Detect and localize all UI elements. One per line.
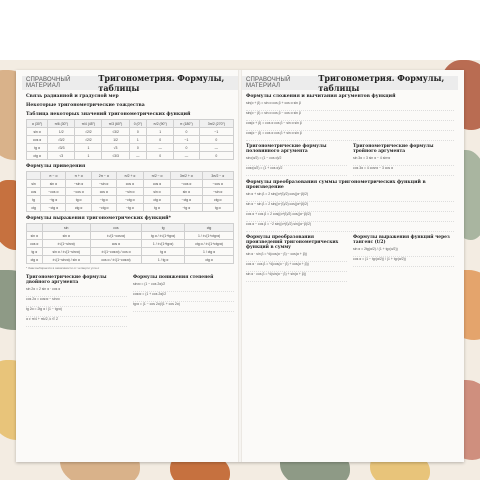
table-cell: tg α (66, 196, 91, 204)
table-cell: cos α (27, 136, 48, 144)
table-cell: 0 (129, 128, 146, 136)
table-cell: ctg (27, 204, 41, 212)
table-cell: 0 (147, 152, 174, 160)
value-table (26, 119, 234, 160)
section-radian-degree: Связь радианной и градусной мер (26, 94, 119, 99)
section-half-arg: Тригонометрические формулы половинного аргумента (246, 144, 327, 155)
table-cell: −1 (199, 128, 233, 136)
table-header-cell: π/4 (45°) (75, 120, 102, 128)
table-cell: tg α (27, 248, 43, 256)
table-header-cell: 3π/2 − α (202, 172, 233, 180)
formula-line: sin(α + β) = sin α cos β + cos α sin β (246, 101, 454, 111)
table-cell: 1 (129, 136, 146, 144)
product-to-sum-column (246, 232, 347, 282)
table-cell: tg α (27, 144, 48, 152)
formula-line: cos²(α/2) = (1 + cos α)/2 (246, 166, 347, 176)
table-row (27, 232, 234, 240)
table-cell: √3/3 (102, 152, 129, 160)
table-cell: sin α (143, 188, 170, 196)
table-row (27, 136, 234, 144)
table-header-cell: cos (90, 224, 141, 232)
formula-line: sin α = 2tg(α/2) / (1 + tg²(α/2)) (353, 247, 454, 257)
table-cell: 0 (199, 152, 233, 160)
table-header-cell: π/6 (30°) (48, 120, 75, 128)
formula-line: cos 3α = 4 cos³α − 3 cos α (353, 166, 454, 176)
table-cell: ctg α / ±√(1+ctg²α) (185, 240, 234, 248)
table-cell: √3/2 (102, 128, 129, 136)
table-cell: −cos α (202, 180, 233, 188)
right-title: Тригонометрия. Формулы, таблицы (318, 73, 445, 93)
left-page (22, 73, 238, 456)
table-cell: √3 (102, 144, 129, 152)
left-bottom-columns (26, 272, 234, 327)
formula-line: tg²α = (1 − cos 2α)/(1 + cos 2α) (133, 302, 234, 312)
section-triple-arg: Тригонометрические формулы тройного аргумента (353, 144, 434, 155)
table-cell: ±√(1−sin²α) (42, 240, 90, 248)
formula-line: cos(α − β) = cos α cos β + sin α sin β (246, 131, 454, 141)
right-page (242, 73, 458, 456)
left-title: Тригонометрия. Формулы, таблицы (98, 73, 225, 93)
right-page-header (242, 73, 458, 93)
section-identities: Некоторые тригонометрические тождества (26, 103, 145, 108)
table-cell: cos (27, 188, 41, 196)
table-cell: 0 (174, 128, 199, 136)
table-cell: −sin α (116, 188, 143, 196)
section-sum-to-product: Формулы преобразования суммы тригонометрических функций в произведение (246, 180, 426, 191)
table-row (27, 240, 234, 248)
table-cell: cos α (90, 240, 141, 248)
table-header-cell: 3π/2 (270°) (199, 120, 233, 128)
formula-line: sin α − sin β = 2 sin((α−β)/2) cos((α+β)/2) (246, 202, 454, 212)
table-header-cell: π + α (66, 172, 91, 180)
table-cell: 1 (75, 152, 102, 160)
table-header-cell: π/2 + α (116, 172, 143, 180)
table-cell: ±√(1−cos²α) (90, 232, 141, 240)
section-value-table: Таблица некоторых значений тригонометрических функций (26, 112, 191, 117)
table-cell: −cos α (66, 188, 91, 196)
table-cell: ctg α (27, 152, 48, 160)
formula-line: cos α = (1 − tg²(α/2)) / (1 + tg²(α/2)) (353, 257, 454, 267)
table-cell: sin α (171, 188, 202, 196)
table-cell: sin (27, 180, 41, 188)
section-tangent-half: Формулы выражения функций через тангенс (t/2) (353, 235, 450, 246)
table-cell: −ctg α (41, 204, 66, 212)
table-cell: 0 (129, 144, 146, 152)
table-cell: sin α (42, 232, 90, 240)
table-cell: 1 (75, 144, 102, 152)
reduce-power-column (133, 272, 234, 327)
section-addition: Формулы сложения и вычитания аргументов функций (246, 94, 396, 99)
section-reduction: Формулы приведения (26, 164, 86, 169)
table-cell: cos α (116, 180, 143, 188)
table-cell: √3/2 (48, 136, 75, 144)
table-cell: √2/2 (75, 136, 102, 144)
table-header-cell: ctg (185, 224, 234, 232)
table-cell: √2/2 (75, 128, 102, 136)
table-cell: ctg α (185, 256, 234, 264)
table-row (27, 248, 234, 256)
table-row (27, 180, 234, 188)
table-cell: −tg α (116, 204, 143, 212)
table-cell: −1 (174, 136, 199, 144)
table-header-cell: π/2 − α (143, 172, 170, 180)
table-row (27, 152, 234, 160)
formula-line: sin α · sin β = ½(cos(α − β) − cos(α + β)) (246, 252, 347, 262)
table-cell: sin α (27, 128, 48, 136)
formula-line: cos 2α = cos²α − sin²α (26, 297, 127, 307)
formula-line: cos α · cos β = ½(cos(α − β) + cos(α + β)) (246, 262, 347, 272)
table-row (27, 144, 234, 152)
table-row (27, 256, 234, 264)
table-cell: 0 (174, 144, 199, 152)
table-cell: −ctg α (171, 196, 202, 204)
triple-arg-column (353, 141, 454, 176)
right-kicker: СПРАВОЧНЫЙ МАТЕРИАЛ (246, 77, 291, 89)
formula-line: sin(α − β) = sin α cos β − cos α sin β (246, 111, 454, 121)
table-cell: — (174, 152, 199, 160)
formula-line: sin²α = (1 − cos 2α)/2 (133, 282, 234, 292)
reduction-table (26, 171, 234, 212)
table-cell: 1/2 (48, 128, 75, 136)
table-cell: tg (27, 196, 41, 204)
formula-line: cos α + cos β = 2 cos((α+β)/2) cos((α−β)/2) (246, 212, 454, 222)
formula-line: sin²(α/2) = (1 − cos α)/2 (246, 156, 347, 166)
formula-line: sin α · cos β = ½(sin(α − β) + sin(α + β)) (246, 272, 347, 282)
table-cell: 1/2 (102, 136, 129, 144)
double-arg-column (26, 272, 127, 327)
table-cell: cos α (143, 180, 170, 188)
table-row (27, 196, 234, 204)
table-cell: tg α (202, 204, 233, 212)
footnote: * Знак выбирается в зависимости от четверти угла α (26, 266, 100, 270)
table-cell: −sin α (91, 180, 116, 188)
tangent-half-column (353, 232, 454, 282)
table-cell: ±√(1−cos²α) / cos α (90, 248, 141, 256)
formula-line: cos²α = (1 + cos 2α)/2 (133, 292, 234, 302)
table-cell: sin α (27, 232, 43, 240)
section-express: Формулы выражения тригонометрических функций* (26, 216, 171, 221)
table-cell: −tg α (171, 204, 202, 212)
table-cell: −sin α (66, 180, 91, 188)
table-header-cell: 2π − α (91, 172, 116, 180)
table-cell: −tg α (91, 196, 116, 204)
table-header-cell (27, 172, 41, 180)
table-cell: −ctg α (91, 204, 116, 212)
table-row (27, 188, 234, 196)
table-cell: sin α (41, 180, 66, 188)
formula-line: sin 2α = 2 sin α · cos α (26, 287, 127, 297)
table-cell: sin α / ±√(1−sin²α) (42, 248, 90, 256)
formula-line: α ≠ π/4 + πk/2, k ∈ Z (26, 317, 127, 327)
formula-line: sin 3α = 3 sin α − 4 sin³α (353, 156, 454, 166)
table-header-cell: π (180°) (174, 120, 199, 128)
table-header-cell: 3π/2 + α (171, 172, 202, 180)
table-header-cell: π/2 (90°) (147, 120, 174, 128)
table-cell: ctg α (27, 256, 43, 264)
table-cell: 1 / tg α (142, 256, 185, 264)
half-arg-column (246, 141, 347, 176)
table-cell: tg α (142, 248, 185, 256)
table-header-cell (27, 224, 43, 232)
table-cell: √3/3 (48, 144, 75, 152)
section-product-to-sum: Формулы преобразования произведений тригонометрических функций в сумму (246, 235, 339, 251)
table-header-cell: α (30°) (27, 120, 48, 128)
table-header-cell: π − α (41, 172, 66, 180)
table-cell: — (147, 144, 174, 152)
table-cell: — (199, 144, 233, 152)
table-row (27, 204, 234, 212)
section-reduce-power: Формулы понижения степеней (133, 275, 214, 280)
table-cell: −cos α (171, 180, 202, 188)
table-header-cell: 0 (0°) (129, 120, 146, 128)
table-cell: −tg α (41, 196, 66, 204)
table-header-cell: π/3 (60°) (102, 120, 129, 128)
table-header-cell: tg (142, 224, 185, 232)
table-cell: — (129, 152, 146, 160)
table-cell: 1 / ±√(1+ctg²α) (185, 232, 234, 240)
table-cell: cos α (27, 240, 43, 248)
formula-line: tg 2α = 2tg α / (1 − tg²α) (26, 307, 127, 317)
table-cell: 0 (199, 136, 233, 144)
section-double-arg: Тригонометрические формулы двойного аргумента (26, 275, 107, 286)
table-cell: √3 (48, 152, 75, 160)
table-cell: tg α (143, 204, 170, 212)
table-cell: −cos α (41, 188, 66, 196)
table-cell: tg α / ±√(1+tg²α) (142, 232, 185, 240)
formula-line: cos(α + β) = cos α cos β − sin α sin β (246, 121, 454, 131)
table-cell: ctg α (66, 204, 91, 212)
express-table (26, 223, 234, 264)
table-cell: 1 (147, 128, 174, 136)
table-cell: ctg α (143, 196, 170, 204)
table-row (27, 128, 234, 136)
table-cell: 1 / ±√(1+tg²α) (142, 240, 185, 248)
table-cell: −sin α (202, 188, 233, 196)
table-cell: 0 (147, 136, 174, 144)
table-cell: cos α (91, 188, 116, 196)
notebook-spread (16, 70, 464, 462)
left-kicker: СПРАВОЧНЫЙ МАТЕРИАЛ (26, 77, 71, 89)
formula-line: cos α − cos β = −2 sin((α+β)/2) sin((α−β)/2) (246, 222, 454, 232)
table-cell: 1 / ctg α (185, 248, 234, 256)
half-triple-columns (246, 141, 454, 176)
table-header-cell: sin (42, 224, 90, 232)
table-cell: cos α / ±√(1−cos²α) (90, 256, 141, 264)
table-cell: −ctg α (116, 196, 143, 204)
table-cell: ±√(1−sin²α) / sin α (42, 256, 90, 264)
right-bottom-columns (246, 232, 454, 282)
table-cell: ctg α (202, 196, 233, 204)
left-page-header (22, 73, 238, 93)
formula-line: sin α + sin β = 2 sin((α+β)/2) cos((α−β)/2) (246, 192, 454, 202)
